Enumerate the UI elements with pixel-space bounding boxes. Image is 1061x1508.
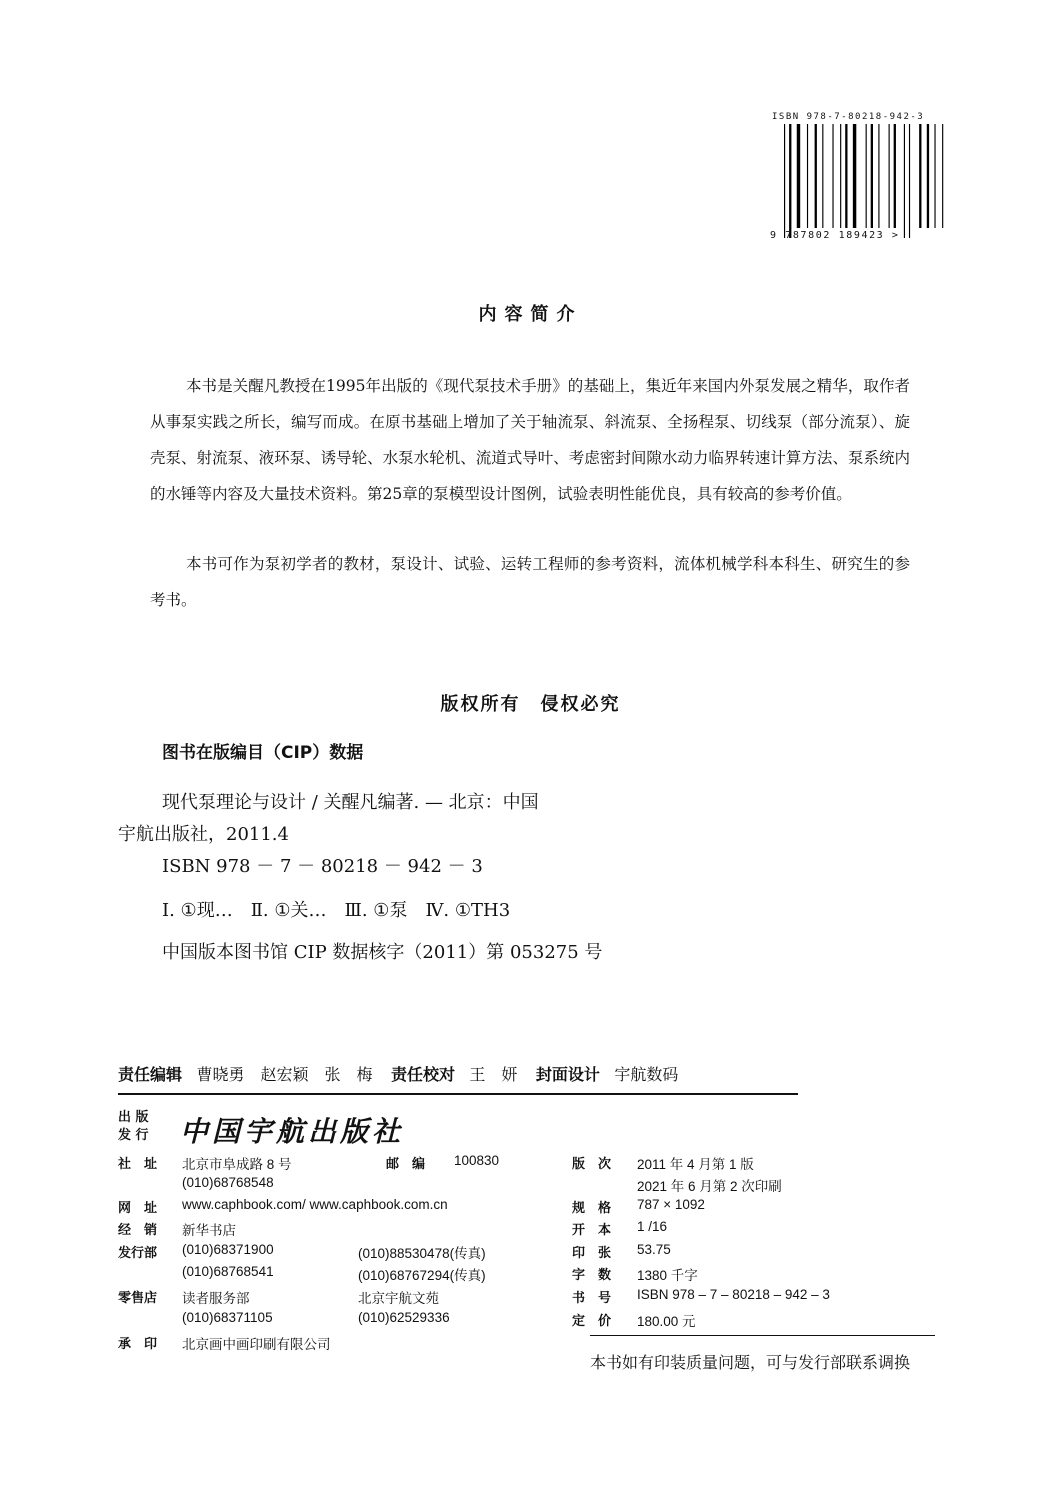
- barcode-bar: [845, 124, 847, 228]
- barcode-bar: [909, 124, 910, 238]
- barcode-bar: [807, 124, 808, 228]
- publisher-label-1: 出 版: [118, 1110, 149, 1125]
- cip-title: 图书在版编目（CIP）数据: [162, 743, 364, 763]
- postcode-label: 邮 编: [386, 1157, 426, 1172]
- barcode-isbn-label: ISBN 978-7-80218-942-3: [772, 112, 925, 122]
- address-label: 社 址: [118, 1157, 158, 1172]
- cip-classification: Ⅰ. ①现… Ⅱ. ①关… Ⅲ. ①泵 Ⅳ. ①TH3: [162, 900, 511, 921]
- cip-record: 中国版本图书馆 CIP 数据核字（2011）第 053275 号: [162, 942, 603, 963]
- barcode-bar: [789, 124, 791, 238]
- retail-phone-2: (010)62529336: [358, 1310, 450, 1325]
- summary-paragraph-2: 本书可作为泵初学者的教材，泵设计、试验、运转工程师的参考资料，流体机械学科本科生、研究生的参考书。: [150, 555, 910, 609]
- retail-2: 北京宇航文苑: [358, 1291, 439, 1306]
- divider-top: [118, 1093, 798, 1095]
- distributor-label: 经 销: [118, 1223, 158, 1238]
- summary-title: 内容简介: [478, 304, 583, 325]
- quality-notice: 本书如有印装质量问题，可与发行部联系调换: [590, 1355, 911, 1372]
- summary-paragraph-1: 本书是关醒凡教授在1995年出版的《现代泵技术手册》的基础上，集近年来国内外泵发展之精华，取作者从事泵实践之所长，编写而成。在原书基础上增加了关于轴流泵、斜流泵、全扬程泵、切线泵（部分流泵）、旋壳泵、射流泵、液环泵、诱导轮、水泵水轮机、流道式导叶、考虑密封间隙水动力临界转速计算方法、泵系统内的水锤等内容及大量技术资料。第25章的泵模型设计图例，试验表明性能优良，具有较高的参考价值。: [150, 377, 910, 503]
- divider-bottom: [590, 1335, 935, 1336]
- barcode-bar: [927, 124, 929, 228]
- sales-fax-1: (010)88530478(传真): [358, 1246, 486, 1261]
- edition-2: 2021 年 6 月第 2 次印刷: [637, 1179, 782, 1194]
- sales-fax-2: (010)68767294(传真): [358, 1268, 486, 1283]
- barcode-bar: [797, 124, 800, 228]
- editor-label: 责任编辑: [118, 1065, 183, 1084]
- barcode-bar: [853, 124, 856, 228]
- words-label: 字 数: [572, 1268, 612, 1283]
- cip-isbn: ISBN 978 － 7 － 80218 － 942 － 3: [162, 856, 483, 877]
- barcode-bar: [784, 124, 785, 238]
- retail-label: 零售店: [118, 1291, 158, 1306]
- sheets-label: 印 张: [572, 1246, 612, 1261]
- size-label: 开 本: [572, 1223, 612, 1238]
- sales-phone-2: (010)68768541: [182, 1264, 274, 1279]
- barcode-bar: [904, 124, 905, 238]
- format: 787 × 1092: [637, 1197, 705, 1212]
- barcode-bar: [832, 124, 833, 228]
- edition-label: 版 次: [572, 1157, 612, 1172]
- cover-designer: 宇航数码: [614, 1067, 679, 1084]
- website: www.caphbook.com/ www.caphbook.com.cn: [182, 1197, 448, 1212]
- barcode-bar: [894, 124, 896, 228]
- price-label: 定 价: [572, 1314, 612, 1329]
- cip-line-2: 宇航出版社，2011.4: [118, 824, 289, 845]
- barcode-bar: [866, 124, 867, 228]
- words: 1380 千字: [637, 1268, 698, 1283]
- edition-1: 2011 年 4 月第 1 版: [637, 1157, 754, 1172]
- barcode-bars: [784, 124, 944, 238]
- size: 1 /16: [637, 1219, 668, 1234]
- printer-label: 承 印: [118, 1337, 158, 1352]
- barcode-bar: [919, 124, 921, 228]
- retail-1: 读者服务部: [182, 1291, 250, 1306]
- format-label: 规 格: [572, 1201, 612, 1216]
- barcode-bar: [822, 124, 823, 228]
- printer: 北京画中画印刷有限公司: [182, 1337, 331, 1352]
- proof-label: 责任校对: [390, 1065, 455, 1084]
- copyright-notice: 版权所有 侵权必究: [440, 694, 621, 715]
- price: 180.00 元: [637, 1314, 696, 1329]
- sales-phone-1: (010)68371900: [182, 1242, 274, 1257]
- publisher-logo: 中国宇航出版社: [180, 1115, 405, 1148]
- website-label: 网 址: [118, 1201, 158, 1216]
- barcode-bar: [942, 124, 943, 228]
- barcode-bar: [889, 124, 890, 228]
- sales-label: 发行部: [118, 1246, 158, 1261]
- editors: 曹晓勇 赵宏颖 张 梅: [196, 1067, 373, 1084]
- address-phone: (010)68768548: [182, 1175, 274, 1190]
- staff-credits: [118, 1062, 678, 1085]
- sheets: 53.75: [637, 1242, 671, 1257]
- barcode-bar: [840, 124, 841, 228]
- isbn-barcode: [770, 112, 950, 248]
- barcode-bar: [934, 124, 935, 228]
- address: 北京市阜成路 8 号: [182, 1157, 292, 1172]
- publisher-label-2: 发 行: [118, 1128, 149, 1143]
- retail-phone-1: (010)68371105: [182, 1310, 273, 1325]
- barcode-bar: [815, 124, 817, 228]
- book-number: ISBN 978 – 7 – 80218 – 942 – 3: [637, 1287, 830, 1302]
- proofreader: 王 妍: [469, 1067, 518, 1084]
- cip-line-1: 现代泵理论与设计 / 关醒凡编著. — 北京：中国: [162, 792, 539, 813]
- barcode-digits: 9 787802 189423 >: [770, 230, 900, 241]
- book-number-label: 书 号: [572, 1291, 612, 1306]
- barcode-bar: [878, 124, 879, 228]
- postcode: 100830: [454, 1153, 500, 1168]
- barcode-bar: [871, 124, 873, 228]
- cover-label: 封面设计: [535, 1065, 600, 1084]
- distributor: 新华书店: [182, 1223, 236, 1238]
